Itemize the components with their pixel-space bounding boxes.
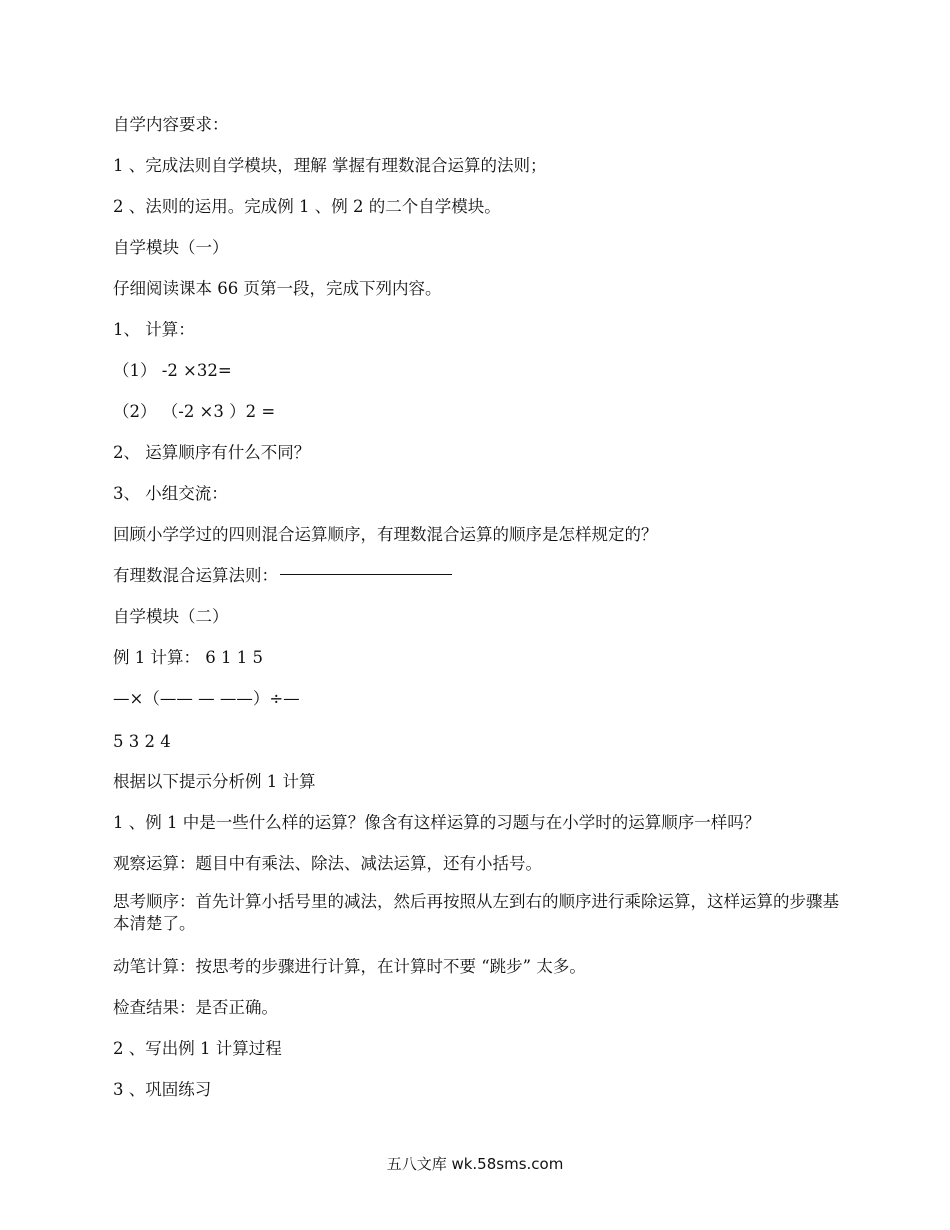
task-3-group-discussion: 3、 小组交流：	[113, 484, 228, 503]
observe-operations: 观察运算：题目中有乘法、除法、减法运算，还有小括号。	[113, 854, 542, 873]
think-order: 思考顺序：首先计算小括号里的减法，然后再按照从左到右的顺序进行乘除运算，这样运算的步骤基本清楚了。	[113, 892, 839, 933]
question-1: 1 、例 1 中是一些什么样的运算？像含有这样运算的习题与在小学时的运算顺序一样吗？	[113, 813, 761, 832]
module-two-heading: 自学模块（二）	[113, 607, 229, 626]
rule-label: 有理数混合运算法则：	[113, 566, 278, 585]
module-one-heading: 自学模块（一）	[113, 238, 229, 257]
rule-fill-in	[113, 565, 452, 587]
requirement-2: 2 、法则的运用。完成例 1 、例 2 的二个自学模块。	[113, 197, 501, 216]
review-question: 回顾小学学过的四则混合运算顺序，有理数混合运算的顺序是怎样规定的？	[113, 525, 658, 544]
analysis-prompt: 根据以下提示分析例 1 计算	[113, 772, 316, 791]
example-1-fraction-bars: —×（—— — ——）÷—	[113, 689, 300, 708]
self-study-requirements-heading: 自学内容要求：	[113, 115, 229, 134]
example-1-denominators: 5 3 2 4	[113, 732, 171, 751]
do-calculation: 动笔计算：按思考的步骤进行计算，在计算时不要 “跳步” 太多。	[113, 957, 586, 976]
write-process: 2 、写出例 1 计算过程	[113, 1039, 282, 1058]
calc-item-2: （2） （-2 ×3 ）2 =	[113, 402, 276, 421]
task-1-calculate: 1、 计算：	[113, 320, 195, 339]
calc-item-1: （1） -2 ×32=	[113, 361, 232, 380]
reading-instruction: 仔细阅读课本 66 页第一段，完成下列内容。	[113, 279, 442, 298]
footer-watermark: 五八文库 wk.58sms.com	[386, 1155, 564, 1173]
example-1-numerators: 例 1 计算： 6 1 1 5	[113, 648, 263, 667]
answer-blank-line	[280, 574, 452, 575]
check-result: 检查结果：是否正确。	[113, 998, 278, 1017]
consolidation-practice: 3 、巩固练习	[113, 1080, 212, 1099]
task-2-order-question: 2、 运算顺序有什么不同？	[113, 443, 311, 462]
requirement-1: 1 、完成法则自学模块，理解 掌握有理数混合运算的法则；	[113, 156, 547, 175]
